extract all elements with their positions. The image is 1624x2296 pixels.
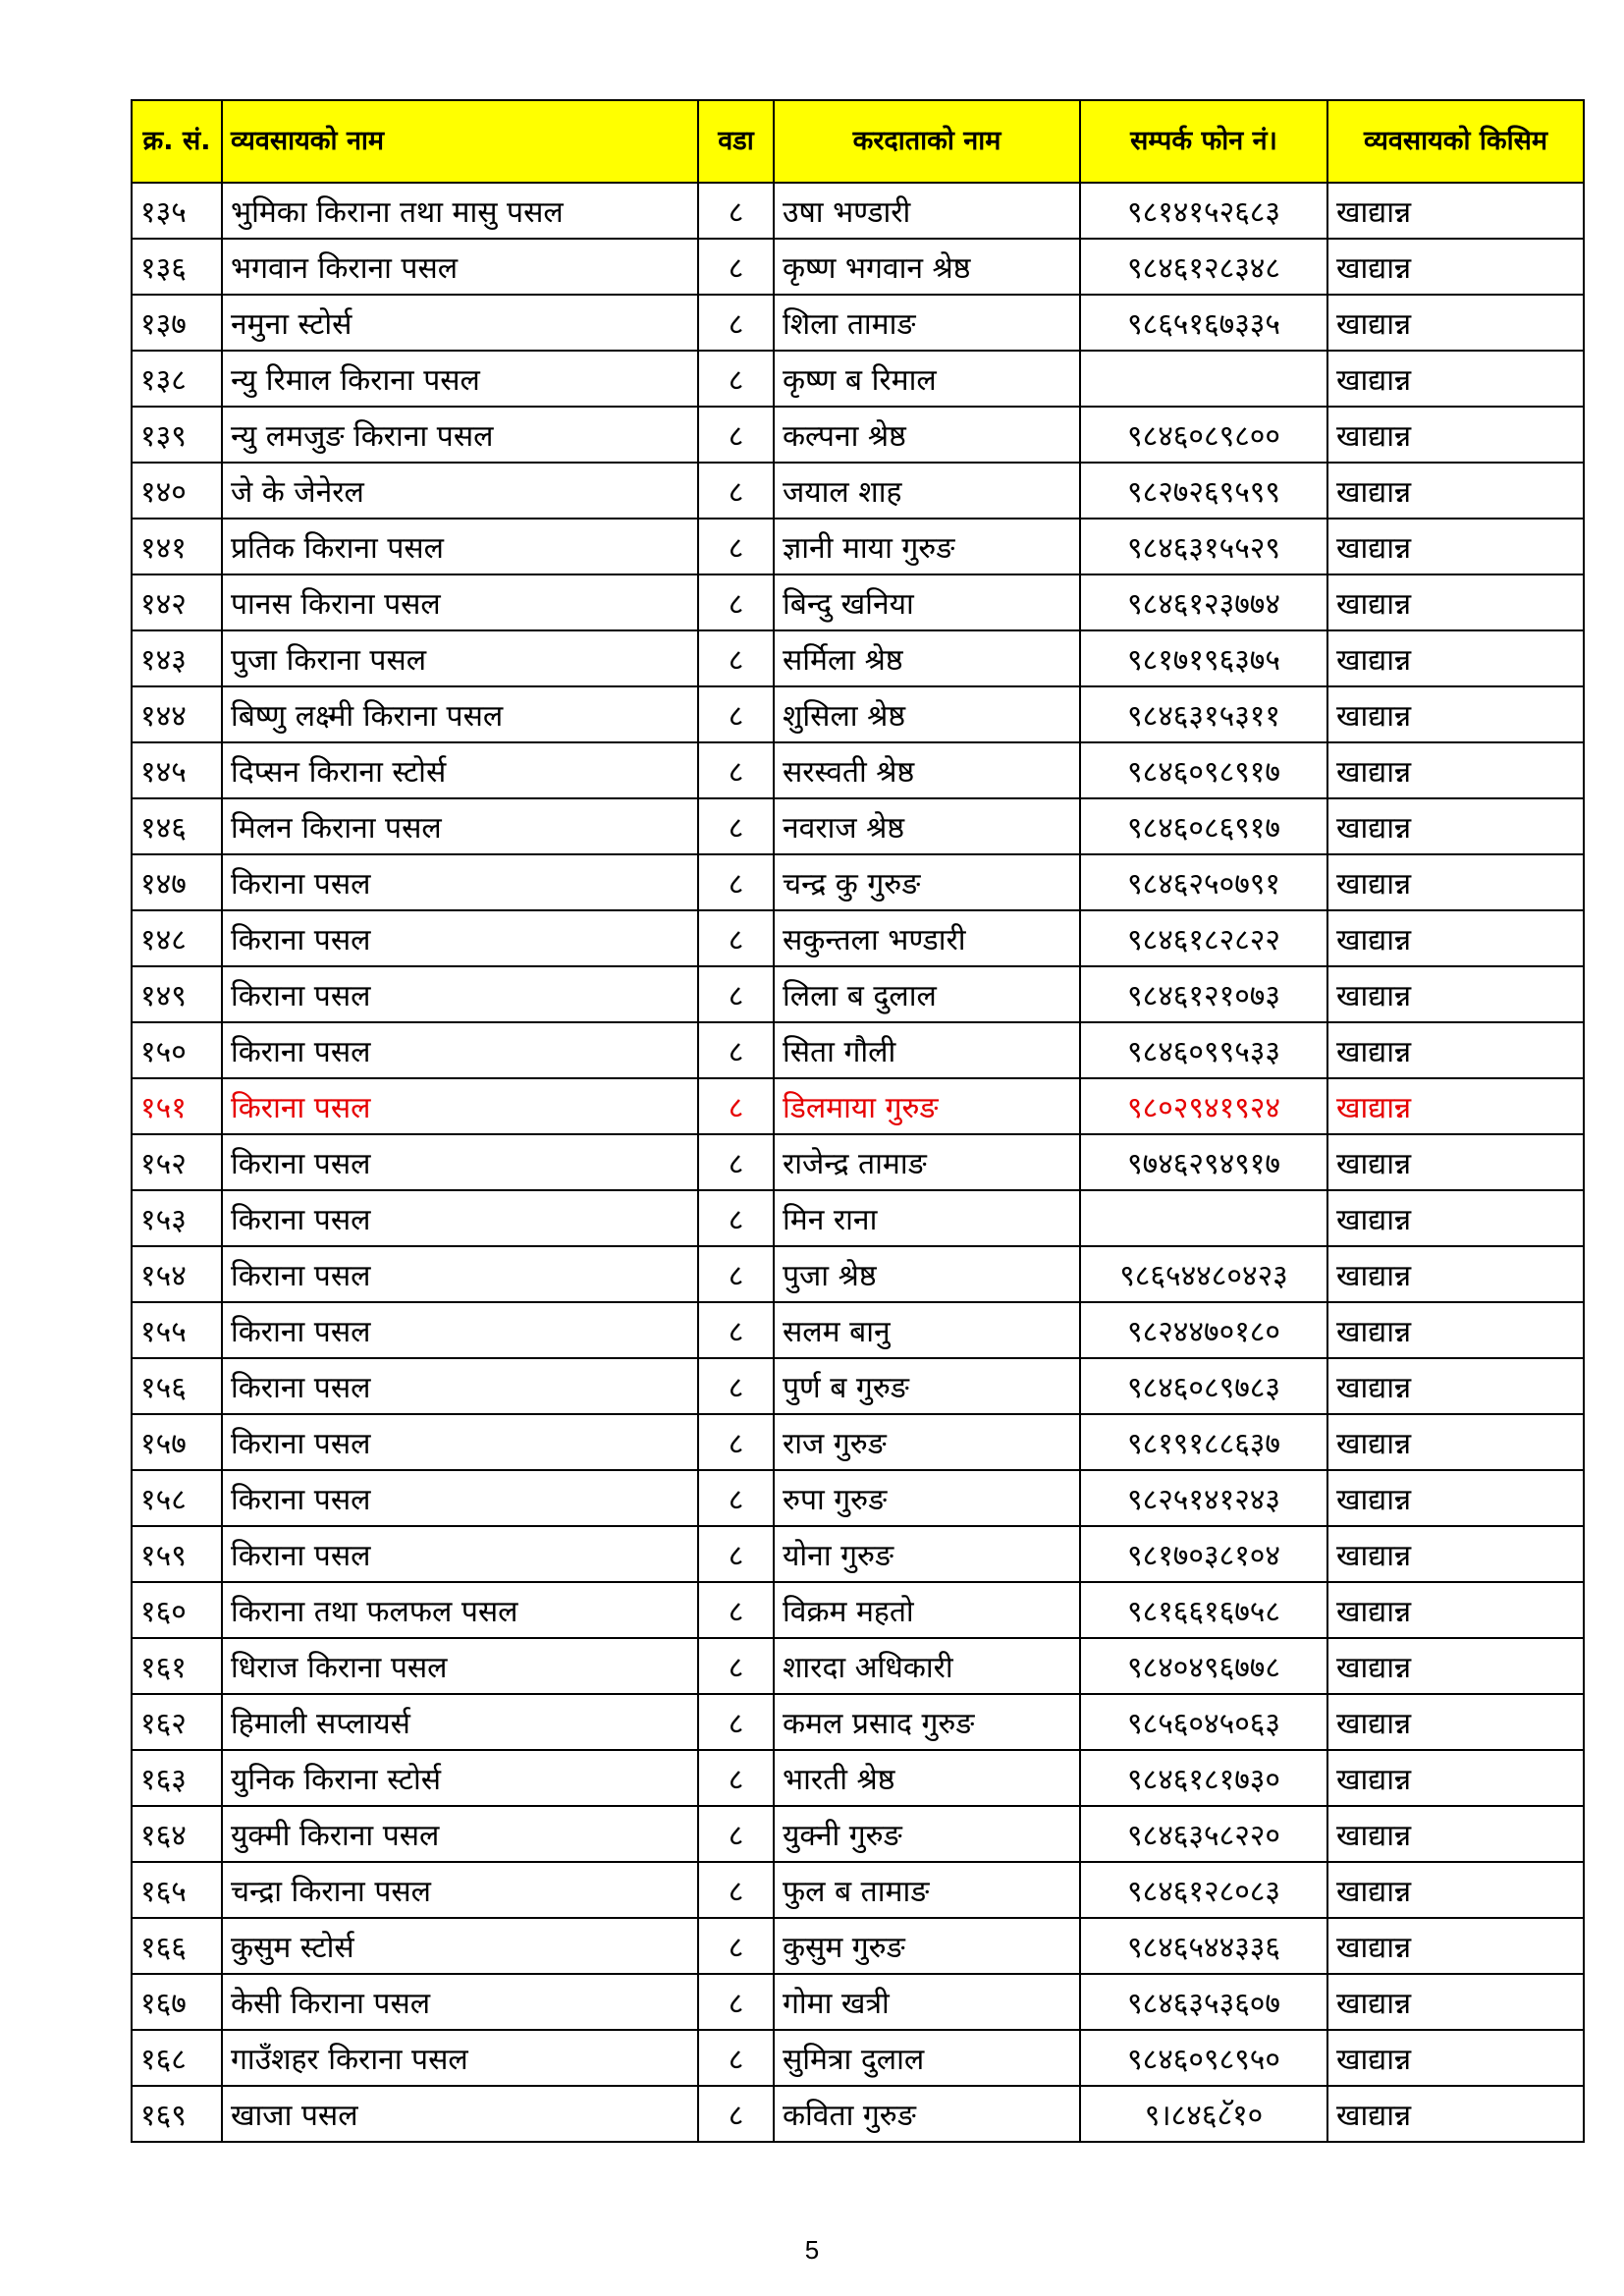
table-row <box>132 407 1584 463</box>
table-row <box>132 1134 1584 1190</box>
business-type-cell: खाद्यान्न <box>1327 183 1584 239</box>
phone-cell: ९८४६१२१०७३ <box>1080 966 1327 1022</box>
taxpayer-name-cell: फुल ब तामाङ <box>774 1862 1080 1918</box>
serial-cell: १५६ <box>132 1358 222 1414</box>
business-name-cell: मिलन किराना पसल <box>222 798 698 854</box>
business-type-cell: खाद्यान्न <box>1327 1414 1584 1470</box>
taxpayer-name-cell: कविता गुरुङ <box>774 2086 1080 2142</box>
ward-cell: ८ <box>698 1918 774 1974</box>
ward-cell: ८ <box>698 1246 774 1302</box>
serial-cell: १५३ <box>132 1190 222 1246</box>
phone-cell: ९८१४१५२६८३ <box>1080 183 1327 239</box>
phone-cell: ९८४६०९९५३३ <box>1080 1022 1327 1078</box>
ward-cell: ८ <box>698 1638 774 1694</box>
table-row <box>132 463 1584 519</box>
taxpayer-name-cell: सरस्वती श्रेष्ठ <box>774 742 1080 798</box>
phone-cell: ९८४६१८१७३० <box>1080 1750 1327 1806</box>
business-name-cell: चन्द्रा किराना पसल <box>222 1862 698 1918</box>
taxpayer-name-cell: पुर्ण ब गुरुङ <box>774 1358 1080 1414</box>
serial-cell: १६४ <box>132 1806 222 1862</box>
table-row <box>132 1974 1584 2030</box>
phone-cell: ९८४६१२८३४८ <box>1080 239 1327 295</box>
header-phone: सम्पर्क फोन नं। <box>1080 100 1327 183</box>
business-type-cell: खाद्यान्न <box>1327 351 1584 407</box>
ward-cell: ८ <box>698 966 774 1022</box>
header-business-type: व्यवसायको किसिम <box>1327 100 1584 183</box>
taxpayer-name-cell: कमल प्रसाद गुरुङ <box>774 1694 1080 1750</box>
taxpayer-name-cell: कृष्ण ब रिमाल <box>774 351 1080 407</box>
serial-cell: १३६ <box>132 239 222 295</box>
phone-cell: ९७४६२९४९१७ <box>1080 1134 1327 1190</box>
ward-cell: ८ <box>698 1806 774 1862</box>
business-name-cell: किराना पसल <box>222 966 698 1022</box>
business-type-cell: खाद्यान्न <box>1327 2030 1584 2086</box>
phone-cell: ९८५६०४५०६३ <box>1080 1694 1327 1750</box>
table-row <box>132 1078 1584 1134</box>
table-row <box>132 183 1584 239</box>
business-type-cell: खाद्यान्न <box>1327 854 1584 910</box>
ward-cell: ८ <box>698 1358 774 1414</box>
ward-cell: ८ <box>698 351 774 407</box>
ward-cell: ८ <box>698 1470 774 1526</box>
table-row <box>132 1526 1584 1582</box>
phone-cell: ९८२४४७०१८० <box>1080 1302 1327 1358</box>
ward-cell: ८ <box>698 630 774 686</box>
phone-cell: ९८४६३५८२२० <box>1080 1806 1327 1862</box>
serial-cell: १३९ <box>132 407 222 463</box>
table-row <box>132 239 1584 295</box>
taxpayer-name-cell: जयाल शाह <box>774 463 1080 519</box>
serial-cell: १४५ <box>132 742 222 798</box>
serial-cell: १६० <box>132 1582 222 1638</box>
business-name-cell: युक्मी किराना पसल <box>222 1806 698 1862</box>
phone-cell: ९८४०४९६७७८ <box>1080 1638 1327 1694</box>
ward-cell: ८ <box>698 1414 774 1470</box>
business-name-cell: भगवान किराना पसल <box>222 239 698 295</box>
taxpayer-name-cell: सकुन्तला भण्डारी <box>774 910 1080 966</box>
serial-cell: १४३ <box>132 630 222 686</box>
table-body <box>132 183 1584 2142</box>
serial-cell: १३७ <box>132 295 222 351</box>
ward-cell: ८ <box>698 239 774 295</box>
business-type-cell: खाद्यान्न <box>1327 407 1584 463</box>
taxpayer-name-cell: उषा भण्डारी <box>774 183 1080 239</box>
serial-cell: १४१ <box>132 519 222 574</box>
ward-cell: ८ <box>698 686 774 742</box>
serial-cell: १६६ <box>132 1918 222 1974</box>
business-name-cell: हिमाली सप्लायर्स <box>222 1694 698 1750</box>
ward-cell: ८ <box>698 1974 774 2030</box>
taxpayer-name-cell: शिला तामाङ <box>774 295 1080 351</box>
serial-cell: १३८ <box>132 351 222 407</box>
business-type-cell: खाद्यान्न <box>1327 519 1584 574</box>
table-row <box>132 519 1584 574</box>
table-row <box>132 2030 1584 2086</box>
table-row <box>132 630 1584 686</box>
phone-cell: ९८४६०८९८०० <box>1080 407 1327 463</box>
business-type-cell: खाद्यान्न <box>1327 1022 1584 1078</box>
serial-cell: १६३ <box>132 1750 222 1806</box>
serial-cell: १४९ <box>132 966 222 1022</box>
business-name-cell: दिप्सन किराना स्टोर्स <box>222 742 698 798</box>
table-row <box>132 1022 1584 1078</box>
taxpayer-name-cell: चन्द्र कु गुरुङ <box>774 854 1080 910</box>
taxpayer-name-cell: भारती श्रेष्ठ <box>774 1750 1080 1806</box>
business-type-cell: खाद्यान्न <box>1327 1526 1584 1582</box>
phone-cell: ९८४६५४४३३६ <box>1080 1918 1327 1974</box>
serial-cell: १४८ <box>132 910 222 966</box>
phone-cell: ९८६५१६७३३५ <box>1080 295 1327 351</box>
ward-cell: ८ <box>698 2086 774 2142</box>
phone-cell: ९८४६१२८०८३ <box>1080 1862 1327 1918</box>
header-serial: क्र. सं. <box>132 100 222 183</box>
ward-cell: ८ <box>698 1526 774 1582</box>
taxpayer-name-cell: सलम बानु <box>774 1302 1080 1358</box>
table-row <box>132 910 1584 966</box>
business-type-cell: खाद्यान्न <box>1327 295 1584 351</box>
phone-cell: ९८१७१९६३७५ <box>1080 630 1327 686</box>
table-row <box>132 1862 1584 1918</box>
business-type-cell: खाद्यान्न <box>1327 1582 1584 1638</box>
ward-cell: ८ <box>698 574 774 630</box>
business-name-cell: धिराज किराना पसल <box>222 1638 698 1694</box>
phone-cell: ९।८४६८ॅ१० <box>1080 2086 1327 2142</box>
table-row <box>132 1302 1584 1358</box>
business-type-cell: खाद्यान्न <box>1327 966 1584 1022</box>
phone-cell <box>1080 351 1327 407</box>
phone-cell: ९८२५१४१२४३ <box>1080 1470 1327 1526</box>
business-type-cell: खाद्यान्न <box>1327 1358 1584 1414</box>
taxpayer-name-cell: लिला ब दुलाल <box>774 966 1080 1022</box>
business-type-cell: खाद्यान्न <box>1327 798 1584 854</box>
business-type-cell: खाद्यान्न <box>1327 1302 1584 1358</box>
business-name-cell: नमुना स्टोर्स <box>222 295 698 351</box>
ward-cell: ८ <box>698 1078 774 1134</box>
table-row <box>132 1918 1584 1974</box>
taxpayer-name-cell: शारदा अधिकारी <box>774 1638 1080 1694</box>
serial-cell: १५४ <box>132 1246 222 1302</box>
ward-cell: ८ <box>698 407 774 463</box>
business-type-cell: खाद्यान्न <box>1327 1246 1584 1302</box>
taxpayer-name-cell: सिता गौली <box>774 1022 1080 1078</box>
serial-cell: १५५ <box>132 1302 222 1358</box>
business-name-cell: केसी किराना पसल <box>222 1974 698 2030</box>
ward-cell: ८ <box>698 854 774 910</box>
table-row <box>132 1190 1584 1246</box>
taxpayer-name-cell: कुसुम गुरुङ <box>774 1918 1080 1974</box>
ward-cell: ८ <box>698 1190 774 1246</box>
table-row <box>132 686 1584 742</box>
taxpayer-name-cell: कृष्ण भगवान श्रेष्ठ <box>774 239 1080 295</box>
taxpayer-name-cell: गोमा खत्री <box>774 1974 1080 2030</box>
business-type-cell: खाद्यान्न <box>1327 1694 1584 1750</box>
ward-cell: ८ <box>698 798 774 854</box>
business-name-cell: किराना पसल <box>222 910 698 966</box>
table-row <box>132 854 1584 910</box>
business-name-cell: किराना पसल <box>222 1078 698 1134</box>
taxpayer-name-cell: सर्मिला श्रेष्ठ <box>774 630 1080 686</box>
phone-cell: ९८२७२६९५९९ <box>1080 463 1327 519</box>
business-name-cell: भुमिका किराना तथा मासु पसल <box>222 183 698 239</box>
business-name-cell: न्यु लमजुङ किराना पसल <box>222 407 698 463</box>
taxpayer-name-cell: मिन राना <box>774 1190 1080 1246</box>
ward-cell: ८ <box>698 910 774 966</box>
business-name-cell: किराना पसल <box>222 1022 698 1078</box>
business-type-cell: खाद्यान्न <box>1327 1750 1584 1806</box>
taxpayer-name-cell: राजेन्द्र तामाङ <box>774 1134 1080 1190</box>
serial-cell: १६७ <box>132 1974 222 2030</box>
taxpayer-name-cell: बिन्दु खनिया <box>774 574 1080 630</box>
business-type-cell: खाद्यान्न <box>1327 574 1584 630</box>
business-type-cell: खाद्यान्न <box>1327 2086 1584 2142</box>
serial-cell: १६१ <box>132 1638 222 1694</box>
phone-cell: ९८६५४४८०४२३ <box>1080 1246 1327 1302</box>
ward-cell: ८ <box>698 1750 774 1806</box>
phone-cell: ९८४६१८२८२२ <box>1080 910 1327 966</box>
phone-cell: ९८४६२५०७९१ <box>1080 854 1327 910</box>
taxpayer-name-cell: पुजा श्रेष्ठ <box>774 1246 1080 1302</box>
business-name-cell: किराना पसल <box>222 1190 698 1246</box>
phone-cell: ९८४६०८९७८३ <box>1080 1358 1327 1414</box>
phone-cell: ९८४६३५३६०७ <box>1080 1974 1327 2030</box>
serial-cell: १६२ <box>132 1694 222 1750</box>
table-row <box>132 1638 1584 1694</box>
business-name-cell: किराना पसल <box>222 854 698 910</box>
business-type-cell: खाद्यान्न <box>1327 463 1584 519</box>
phone-cell <box>1080 1190 1327 1246</box>
ward-cell: ८ <box>698 1582 774 1638</box>
serial-cell: १६५ <box>132 1862 222 1918</box>
business-name-cell: पुजा किराना पसल <box>222 630 698 686</box>
header-business-name: व्यवसायको नाम <box>222 100 698 183</box>
table-row <box>132 1750 1584 1806</box>
business-type-cell: खाद्यान्न <box>1327 239 1584 295</box>
taxpayer-name-cell: युक्नी गुरुङ <box>774 1806 1080 1862</box>
table-row <box>132 1806 1584 1862</box>
serial-cell: १६९ <box>132 2086 222 2142</box>
table-row <box>132 574 1584 630</box>
business-type-cell: खाद्यान्न <box>1327 1862 1584 1918</box>
business-type-cell: खाद्यान्न <box>1327 1078 1584 1134</box>
business-type-cell: खाद्यान्न <box>1327 1974 1584 2030</box>
business-name-cell: बिष्णु लक्ष्मी किराना पसल <box>222 686 698 742</box>
business-name-cell: खाजा पसल <box>222 2086 698 2142</box>
phone-cell: ९८४६३१५५२९ <box>1080 519 1327 574</box>
phone-cell: ९८१७०३८१०४ <box>1080 1526 1327 1582</box>
header-row <box>132 100 1584 183</box>
business-type-cell: खाद्यान्न <box>1327 1190 1584 1246</box>
serial-cell: १५१ <box>132 1078 222 1134</box>
serial-cell: १४६ <box>132 798 222 854</box>
table-row <box>132 295 1584 351</box>
serial-cell: १४० <box>132 463 222 519</box>
table-row <box>132 966 1584 1022</box>
business-name-cell: किराना पसल <box>222 1246 698 1302</box>
ward-cell: ८ <box>698 1134 774 1190</box>
ward-cell: ८ <box>698 1302 774 1358</box>
business-type-cell: खाद्यान्न <box>1327 910 1584 966</box>
business-type-cell: खाद्यान्न <box>1327 1918 1584 1974</box>
business-name-cell: जे के जेनेरल <box>222 463 698 519</box>
phone-cell: ९८१६६१६७५८ <box>1080 1582 1327 1638</box>
phone-cell: ९८४६०९८९१७ <box>1080 742 1327 798</box>
business-name-cell: किराना पसल <box>222 1358 698 1414</box>
business-name-cell: कुसुम स्टोर्स <box>222 1918 698 1974</box>
ward-cell: ८ <box>698 295 774 351</box>
business-name-cell: किराना पसल <box>222 1302 698 1358</box>
phone-cell: ९८१९१८८६३७ <box>1080 1414 1327 1470</box>
table-row <box>132 1582 1584 1638</box>
taxpayer-name-cell: ज्ञानी माया गुरुङ <box>774 519 1080 574</box>
ward-cell: ८ <box>698 1862 774 1918</box>
taxpayer-register-table <box>131 99 1585 2143</box>
serial-cell: १४४ <box>132 686 222 742</box>
serial-cell: १५९ <box>132 1526 222 1582</box>
header-ward: वडा <box>698 100 774 183</box>
table-row <box>132 1414 1584 1470</box>
phone-cell: ९८४६०९८९५० <box>1080 2030 1327 2086</box>
business-name-cell: न्यु रिमाल किराना पसल <box>222 351 698 407</box>
ward-cell: ८ <box>698 1694 774 1750</box>
serial-cell: १५२ <box>132 1134 222 1190</box>
business-name-cell: पानस किराना पसल <box>222 574 698 630</box>
taxpayer-name-cell: सुमित्रा दुलाल <box>774 2030 1080 2086</box>
business-type-cell: खाद्यान्न <box>1327 742 1584 798</box>
serial-cell: १४२ <box>132 574 222 630</box>
ward-cell: ८ <box>698 2030 774 2086</box>
business-name-cell: गाउँशहर किराना पसल <box>222 2030 698 2086</box>
phone-cell: ९८४६१२३७७४ <box>1080 574 1327 630</box>
business-name-cell: किराना पसल <box>222 1470 698 1526</box>
taxpayer-name-cell: शुसिला श्रेष्ठ <box>774 686 1080 742</box>
taxpayer-name-cell: डिलमाया गुरुङ <box>774 1078 1080 1134</box>
table-row <box>132 351 1584 407</box>
business-type-cell: खाद्यान्न <box>1327 686 1584 742</box>
phone-cell: ९८४६३१५३११ <box>1080 686 1327 742</box>
business-name-cell: किराना पसल <box>222 1414 698 1470</box>
business-type-cell: खाद्यान्न <box>1327 1806 1584 1862</box>
table-row <box>132 2086 1584 2142</box>
ward-cell: ८ <box>698 183 774 239</box>
taxpayer-name-cell: योना गुरुङ <box>774 1526 1080 1582</box>
business-type-cell: खाद्यान्न <box>1327 1134 1584 1190</box>
business-type-cell: खाद्यान्न <box>1327 1470 1584 1526</box>
serial-cell: १५८ <box>132 1470 222 1526</box>
serial-cell: १५० <box>132 1022 222 1078</box>
business-type-cell: खाद्यान्न <box>1327 1638 1584 1694</box>
business-type-cell: खाद्यान्न <box>1327 630 1584 686</box>
table-row <box>132 1246 1584 1302</box>
taxpayer-name-cell: कल्पना श्रेष्ठ <box>774 407 1080 463</box>
business-name-cell: किराना पसल <box>222 1134 698 1190</box>
serial-cell: १५७ <box>132 1414 222 1470</box>
table-row <box>132 798 1584 854</box>
phone-cell: ९८०२९४१९२४ <box>1080 1078 1327 1134</box>
table-row <box>132 742 1584 798</box>
taxpayer-name-cell: विक्रम महतो <box>774 1582 1080 1638</box>
taxpayer-name-cell: रुपा गुरुङ <box>774 1470 1080 1526</box>
serial-cell: १३५ <box>132 183 222 239</box>
business-name-cell: किराना तथा फलफल पसल <box>222 1582 698 1638</box>
ward-cell: ८ <box>698 519 774 574</box>
business-name-cell: किराना पसल <box>222 1526 698 1582</box>
taxpayer-name-cell: राज गुरुङ <box>774 1414 1080 1470</box>
page-number: 5 <box>804 2235 820 2265</box>
business-name-cell: युनिक किराना स्टोर्स <box>222 1750 698 1806</box>
ward-cell: ८ <box>698 463 774 519</box>
serial-cell: १६८ <box>132 2030 222 2086</box>
table-row <box>132 1470 1584 1526</box>
ward-cell: ८ <box>698 742 774 798</box>
ward-cell: ८ <box>698 1022 774 1078</box>
table-row <box>132 1358 1584 1414</box>
header-taxpayer-name: करदाताको नाम <box>774 100 1080 183</box>
taxpayer-name-cell: नवराज श्रेष्ठ <box>774 798 1080 854</box>
phone-cell: ९८४६०८६९१७ <box>1080 798 1327 854</box>
serial-cell: १४७ <box>132 854 222 910</box>
table-row <box>132 1694 1584 1750</box>
business-name-cell: प्रतिक किराना पसल <box>222 519 698 574</box>
